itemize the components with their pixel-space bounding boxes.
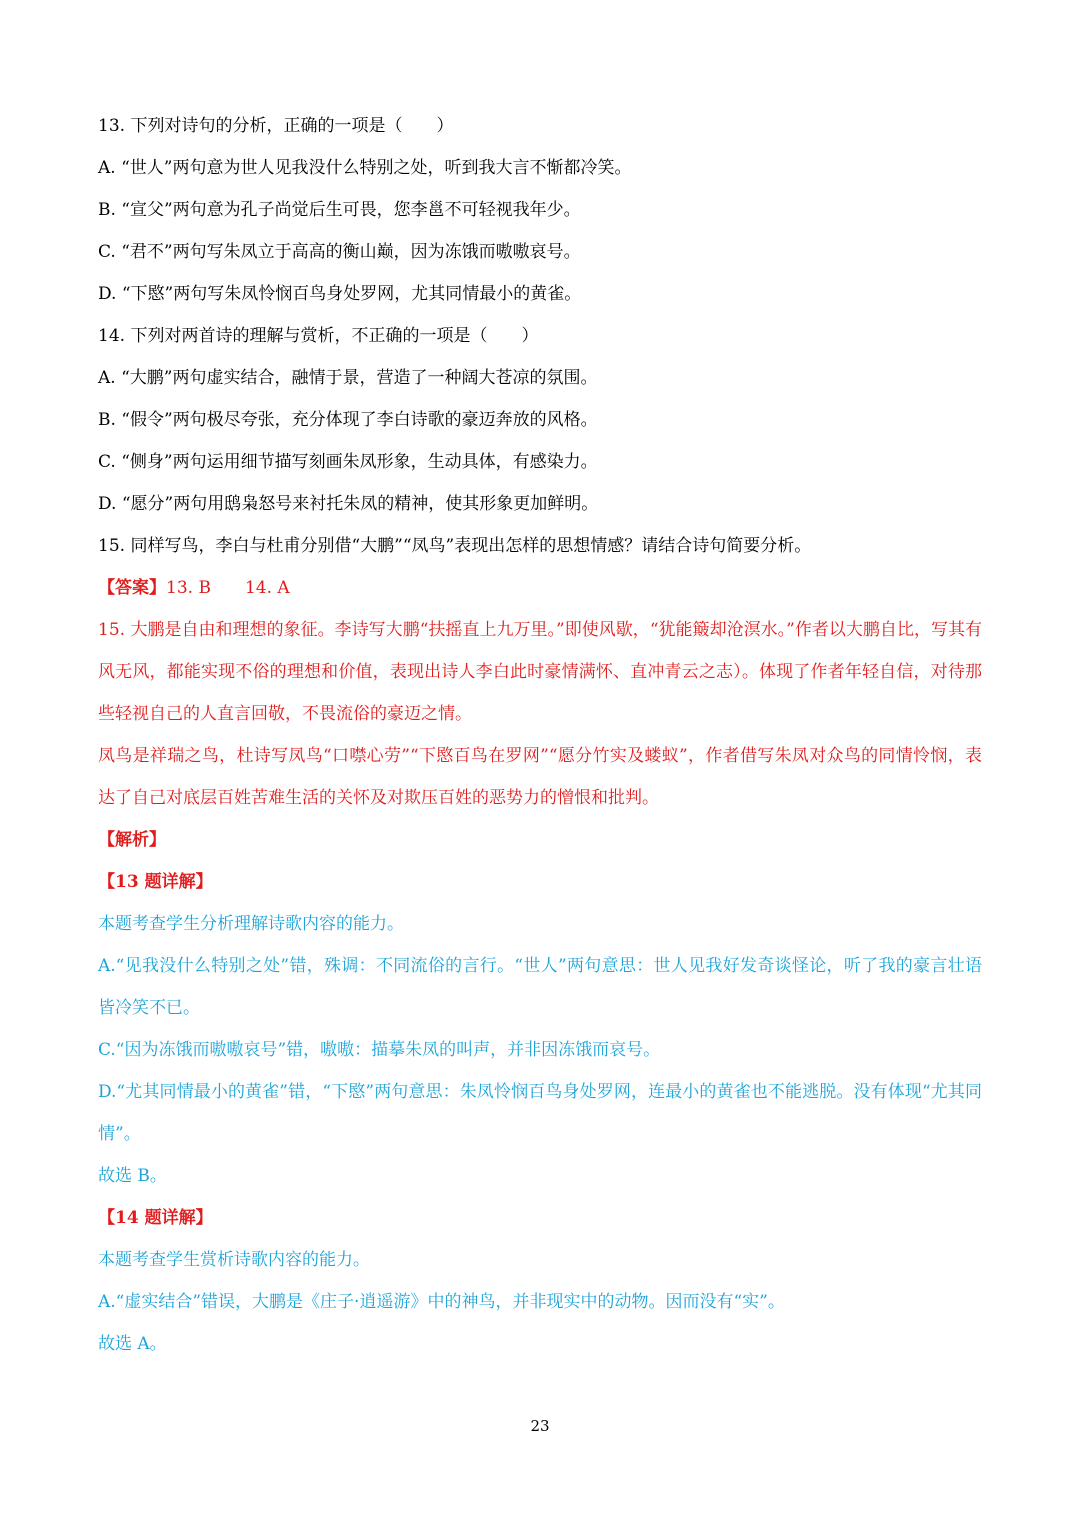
q13-detail-c: C.“因为冻饿而嗷嗷哀号”错，嗷嗷：描摹朱凤的叫声，并非因冻饿而哀号。 bbox=[98, 1040, 661, 1060]
q14-detail-a: A.“虚实结合”错误，大鹏是《庄子·逍遥游》中的神鸟，并非现实中的动物。因而没有“实”。 bbox=[98, 1292, 785, 1312]
question-13-option-b: B. “宣父”两句意为孔子尚觉后生可畏，您李邕不可轻视我年少。 bbox=[98, 200, 581, 220]
page-content bbox=[98, 105, 982, 1365]
question-14-option-d: D. “愿分”两句用鸱枭怒号来衬托朱凤的精神，使其形象更加鲜明。 bbox=[98, 494, 599, 514]
answer-line bbox=[98, 567, 982, 609]
question-13-option-c: C. “君不”两句写朱凤立于高高的衡山巅，因为冻饿而嗷嗷哀号。 bbox=[98, 242, 581, 262]
question-14-option-b: B. “假令”两句极尽夸张，充分体现了李白诗歌的豪迈奔放的风格。 bbox=[98, 410, 598, 430]
answer-14: 14. A bbox=[244, 578, 290, 598]
q14-detail-intro: 本题考查学生赏析诗歌内容的能力。 bbox=[98, 1250, 370, 1270]
q13-detail-d: D.“尤其同情最小的黄雀”错，“下愍”两句意思：朱凤怜悯百鸟身处罗网，连最小的黄雀也不能逃脱。没有体现“尤其同情”。 bbox=[98, 1082, 982, 1144]
question-13-option-d: D. “下愍”两句写朱凤怜悯百鸟身处罗网，尤其同情最小的黄雀。 bbox=[98, 284, 582, 304]
q13-detail-intro: 本题考查学生分析理解诗歌内容的能力。 bbox=[98, 914, 404, 934]
answer-label: 【答案】 bbox=[98, 578, 166, 598]
answer-15-paragraph-1: 15. 大鹏是自由和理想的象征。李诗写大鹏“扶摇直上九万里。”即使风歇，“犹能簸却沧溟水。”作者以大鹏自比，写其有风无风，都能实现不俗的理想和价值，表现出诗人李白此时豪情满怀、直冲青云之志）。体现了作者年轻自信，对待那些轻视自己的人直言回敬，不畏流俗的豪迈之情。 bbox=[98, 620, 982, 724]
question-13-option-a: A. “世人”两句意为世人见我没什么特别之处，听到我大言不惭都冷笑。 bbox=[98, 158, 632, 178]
page-number: 23 bbox=[530, 1417, 550, 1435]
question-15-stem: 15. 同样写鸟，李白与杜甫分别借“大鹏”“凤鸟”表现出怎样的思想情感？请结合诗句简要分析。 bbox=[98, 536, 812, 556]
q13-detail-a: A.“见我没什么特别之处”错，殊调：不同流俗的言行。“世人”两句意思：世人见我好发奇谈怪论，听了我的豪言壮语皆冷笑不已。 bbox=[98, 956, 982, 1018]
question-14-option-c: C. “侧身”两句运用细节描写刻画朱凤形象，生动具体，有感染力。 bbox=[98, 452, 598, 472]
q14-conclusion: 故选 A。 bbox=[98, 1334, 167, 1354]
answer-15-paragraph-2: 凤鸟是祥瑞之鸟，杜诗写凤鸟“口噤心劳”“下愍百鸟在罗网”“愿分竹实及蝼蚁”，作者借写朱凤对众鸟的同情怜悯，表达了自己对底层百姓苦难生活的关怀及对欺压百姓的恶势力的憎恨和批判。 bbox=[98, 746, 982, 808]
question-13-stem: 13. 下列对诗句的分析，正确的一项是（ ） bbox=[98, 116, 454, 136]
question-14-option-a: A. “大鹏”两句虚实结合，融情于景，营造了一种阔大苍凉的氛围。 bbox=[98, 368, 598, 388]
analysis-label: 【解析】 bbox=[98, 830, 166, 850]
q14-detail-heading: 【14 题详解】 bbox=[98, 1208, 213, 1228]
answer-13: 13. B bbox=[166, 578, 211, 598]
question-14-stem: 14. 下列对两首诗的理解与赏析，不正确的一项是（ ） bbox=[98, 326, 539, 346]
q13-detail-heading: 【13 题详解】 bbox=[98, 872, 213, 892]
q13-conclusion: 故选 B。 bbox=[98, 1166, 167, 1186]
